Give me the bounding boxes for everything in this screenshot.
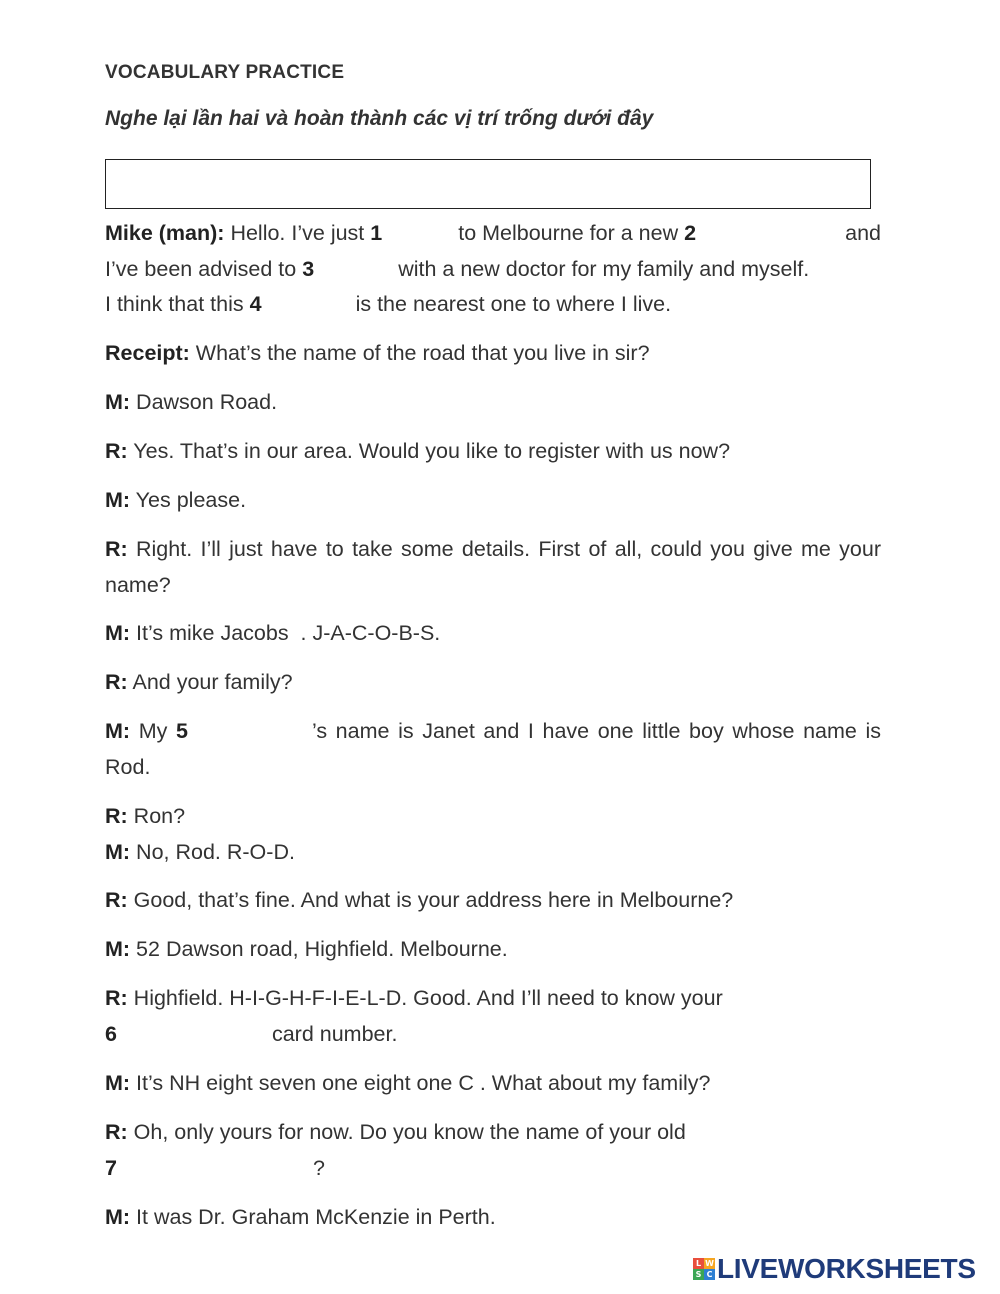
blank-number: 2: [684, 221, 697, 245]
dialogue-text: Highfield. H-I-G-H-F-I-E-L-D. Good. And I’ll need to know your: [127, 986, 723, 1010]
speaker-label: M:: [105, 1071, 131, 1095]
dialogue-paragraph-14: [105, 981, 881, 1052]
dialogue-text: Good, that’s fine. And what is your address here in Melbourne?: [127, 888, 734, 912]
dialogue-text: And your family?: [127, 670, 293, 694]
dialogue-text: is the nearest one to where I live.: [355, 292, 672, 316]
liveworksheets-logo[interactable]: [693, 1254, 976, 1284]
blank-number: 3: [302, 256, 315, 281]
speaker-label: M:: [105, 1205, 131, 1229]
blank-number: 1: [370, 221, 383, 245]
speaker-label: M:: [105, 621, 131, 645]
dialogue-paragraph-8: [105, 665, 881, 701]
speaker-label: M:: [105, 719, 131, 743]
dialogue-text: Hello. I’ve just: [224, 221, 371, 245]
speaker-label: R:: [105, 804, 128, 828]
dialogue-text: Ron?: [127, 804, 186, 828]
dialogue-paragraph-5: [105, 483, 881, 519]
dialogue-paragraph-2: [105, 336, 881, 372]
dialogue-text: and: [845, 221, 881, 245]
dialogue-paragraph-17: [105, 1200, 881, 1236]
dialogue-paragraph-10: [105, 799, 881, 870]
logo-mark-tile: W: [705, 1259, 714, 1268]
dialogue-text: It was Dr. Graham McKenzie in Perth.: [130, 1205, 496, 1229]
dialogue-paragraph-15: [105, 1066, 881, 1102]
dialogue-text: It’s NH eight seven one eight one C . What about my family?: [130, 1071, 711, 1095]
dialogue-text: Yes please.: [130, 488, 247, 512]
answer-input-box[interactable]: [105, 159, 871, 209]
speaker-label: R:: [105, 986, 128, 1010]
dialogue-text: to Melbourne for a new: [458, 221, 685, 245]
page-title: VOCABULARY PRACTICE: [105, 62, 345, 83]
dialogue-text: What’s the name of the road that you live in sir?: [189, 341, 650, 365]
dialogue-paragraph-9: [105, 714, 881, 785]
speaker-label: R:: [105, 1120, 128, 1144]
speaker-label: M:: [105, 390, 131, 414]
dialogue-paragraph-4: [105, 434, 881, 470]
dialogue-text: No, Rod. R-O-D.: [130, 839, 295, 864]
dialogue-text: Dawson Road.: [130, 390, 278, 414]
speaker-label: R:: [105, 888, 128, 912]
dialogue-text: ?: [312, 1155, 325, 1180]
blank-number: 4: [249, 292, 262, 316]
dialogue-paragraph-7: [105, 616, 881, 652]
dialogue-text: with a new doctor for my family and myself.: [398, 256, 810, 281]
speaker-label: R:: [105, 670, 128, 694]
dialogue-text: Right. I’ll just have to take some details. First of all, could you give me your name?: [105, 537, 881, 597]
dialogue-text: Oh, only yours for now. Do you know the name of your old: [127, 1120, 686, 1144]
speaker-label: M:: [105, 839, 131, 864]
dialogue-text: card number.: [271, 1021, 398, 1046]
dialogue-text: My: [130, 719, 176, 743]
blank-number: 6: [105, 1021, 117, 1046]
blank-number: 7: [105, 1155, 117, 1180]
liveworksheets-logo-mark: [693, 1258, 715, 1280]
speaker-label: Mike (man):: [105, 221, 225, 245]
dialogue-paragraph-16: [105, 1115, 881, 1186]
dialogue-paragraph-3: [105, 385, 881, 421]
dialogue-text: I think that this: [105, 292, 250, 316]
dialogue-paragraph-12: [105, 883, 881, 919]
speaker-label: Receipt:: [105, 341, 190, 365]
logo-mark-tile: S: [693, 1269, 704, 1280]
speaker-label: M:: [105, 937, 131, 961]
speaker-label: M:: [105, 488, 131, 512]
speaker-label: R:: [105, 439, 128, 463]
dialogue-text: ’s name is Janet and I have one little boy whose name is Rod.: [105, 719, 882, 779]
logo-text: LIVEWORKSHEETS: [717, 1253, 976, 1284]
dialogue-paragraph-1: [105, 216, 881, 323]
dialogue-paragraph-6: [105, 532, 881, 603]
dialogue-text: 52 Dawson road, Highfield. Melbourne.: [130, 937, 508, 961]
speaker-label: R:: [105, 537, 128, 561]
dialogue-text: Yes. That’s in our area. Would you like to register with us now?: [127, 439, 731, 463]
logo-mark-tile: L: [693, 1258, 704, 1269]
dialogue-text: It’s mike Jacobs . J-A-C-O-B-S.: [130, 621, 441, 645]
blank-number: 5: [175, 719, 188, 743]
dialogue-paragraph-13: [105, 932, 881, 968]
instruction-text: Nghe lại lần hai và hoàn thành các vị trí trống dưới đây: [105, 107, 654, 130]
dialogue-text: I’ve been advised to: [105, 256, 303, 281]
logo-mark-tile: C: [704, 1269, 715, 1280]
